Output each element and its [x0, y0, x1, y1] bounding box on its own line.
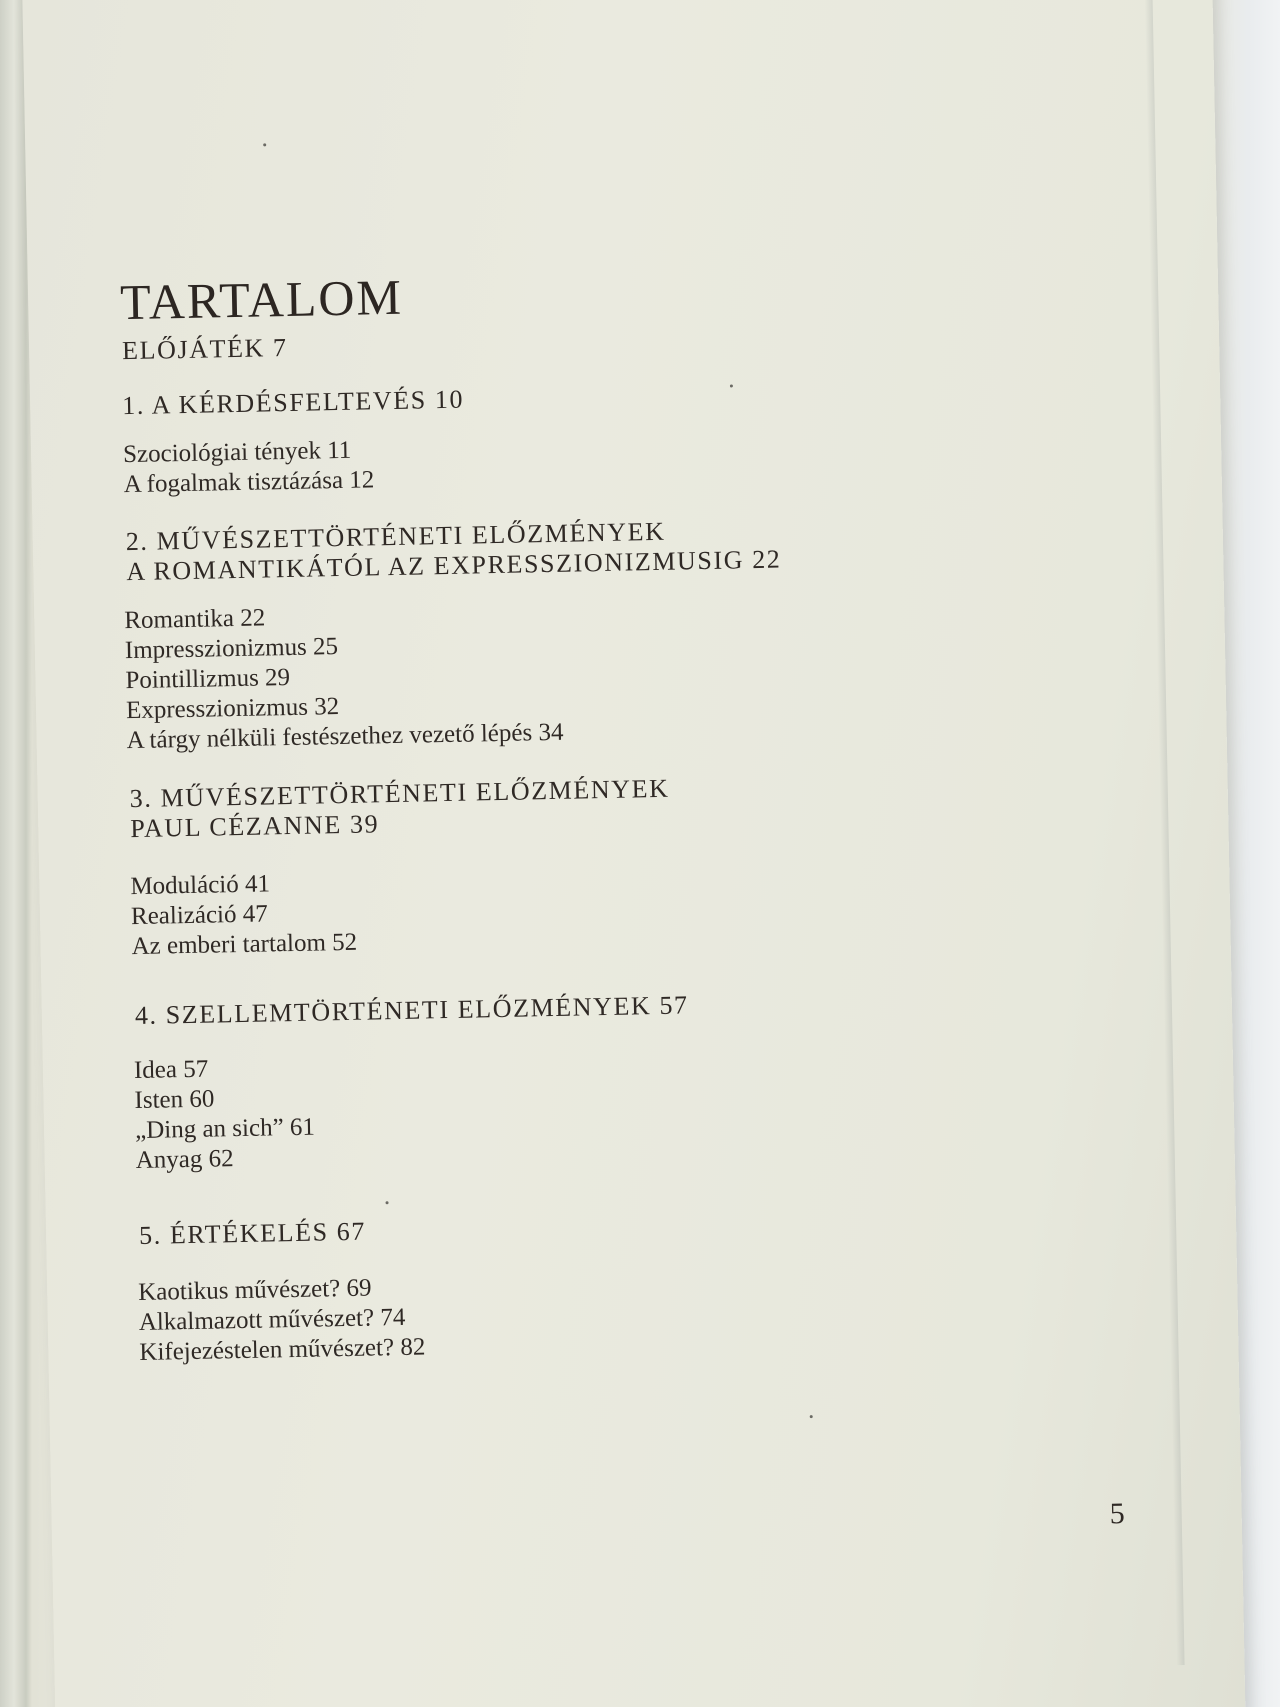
- section-heading: [126, 515, 782, 588]
- subsection-list: [134, 1053, 316, 1176]
- section-heading: [135, 990, 689, 1031]
- toc-entry: Impresszionizmus 25: [124, 633, 339, 665]
- toc-entry: Moduláció 41: [130, 870, 271, 901]
- toc-entry: Szociológiai tények 11: [122, 436, 352, 469]
- section-heading-line: 4. SZELLEMTÖRTÉNETI ELŐZMÉNYEK 57: [134, 990, 689, 1031]
- toc-entry: A fogalmak tisztázása 12: [123, 466, 375, 499]
- page-number: 5: [1109, 1497, 1125, 1531]
- subsection-list: [138, 1273, 426, 1368]
- section-heading: [122, 333, 288, 366]
- toc-entry: „Ding an sich” 61: [134, 1113, 316, 1145]
- toc-entry: A tárgy nélküli festészethez vezető lépés 34: [126, 718, 564, 755]
- toc-entry: Isten 60: [134, 1085, 215, 1115]
- section-heading-line: A ROMANTIKÁTÓL AZ EXPRESSZIONIZMUSIG 22: [126, 544, 782, 587]
- paper-speck: [386, 1201, 389, 1204]
- toc-entry: Az emberi tartalom 52: [131, 928, 358, 961]
- toc-entry: Romantika 22: [124, 604, 266, 635]
- paper-speck: [810, 1415, 813, 1418]
- toc-entry: Alkalmazott művészet? 74: [138, 1303, 406, 1337]
- section-heading: [122, 385, 464, 422]
- section-heading-line: 2. MŰVÉSZETTÖRTÉNETI ELŐZMÉNYEK: [125, 516, 666, 557]
- page-title: TARTALOM: [119, 268, 404, 331]
- toc-entry: Kaotikus művészet? 69: [137, 1274, 372, 1307]
- toc-entry: Idea 57: [133, 1055, 209, 1085]
- section-heading-line: PAUL CÉZANNE 39: [130, 809, 380, 844]
- section-heading-line: 3. MŰVÉSZETTÖRTÉNETI ELŐZMÉNYEK: [129, 773, 670, 814]
- toc-entry: Anyag 62: [135, 1145, 234, 1175]
- subsection-list: [124, 598, 564, 756]
- section-heading-line: ELŐJÁTÉK 7: [121, 332, 288, 366]
- toc-entry: Expresszionizmus 32: [125, 693, 340, 725]
- subsection-list: [130, 868, 357, 962]
- section-heading: [129, 774, 670, 844]
- paper-speck: [263, 143, 266, 146]
- section-heading-line: 1. A KÉRDÉSFELTEVÉS 10: [121, 384, 465, 421]
- toc-entry: Realizáció 47: [130, 900, 268, 931]
- subsection-list: [123, 435, 375, 500]
- page-shadow: [1144, 0, 1185, 1665]
- book-page: [22, 0, 1246, 1707]
- section-heading-line: 5. ÉRTÉKELÉS 67: [138, 1216, 367, 1250]
- paper-speck: [730, 384, 733, 387]
- toc-entry: Pointillizmus 29: [125, 663, 291, 695]
- section-heading: [139, 1217, 366, 1251]
- toc-entry: Kifejezéstelen művészet? 82: [139, 1333, 426, 1366]
